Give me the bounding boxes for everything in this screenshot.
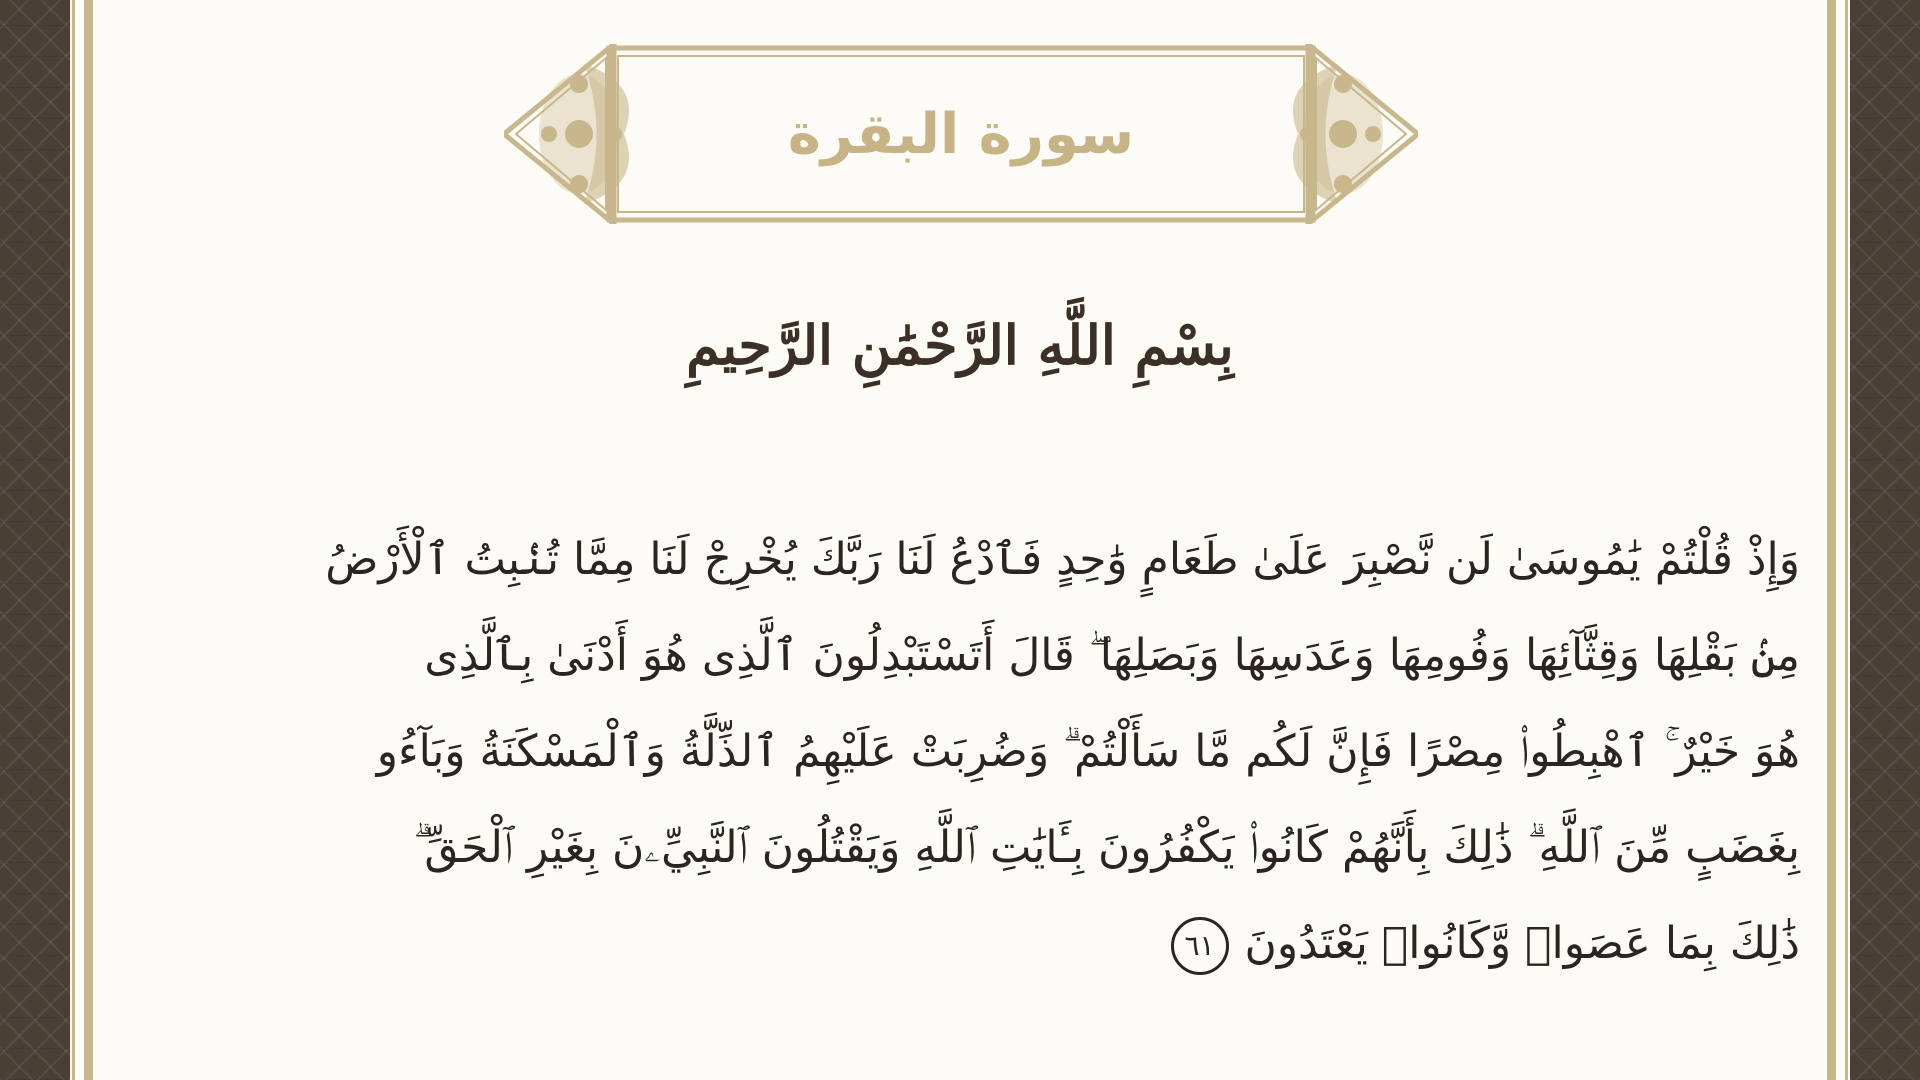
verse-line-5-text: ذَٰلِكَ بِمَا عَصَوا۟ وَّكَانُوا۟ يَعْتَدُونَ [1244,918,1800,969]
left-gold-rule [84,0,93,1080]
basmala-calligraphy: بِسْمِ اللَّهِ الرَّحْمَٰنِ الرَّحِيمِ [686,313,1234,377]
verse-line-2: مِنۢ بَقْلِهَا وَقِثَّآئِهَا وَفُومِهَا وَعَدَسِهَا وَبَصَلِهَا ۖ قَالَ أَتَسْتَبْدِلُونَ ٱلَّذِى هُوَ أَدْنَىٰ بِٱلَّذِى [424,630,1800,681]
ayah-number-marker: ٦١ [1171,917,1229,975]
surah-title: سورة البقرة [787,101,1135,167]
right-ornamental-border [1850,0,1920,1080]
verse-line-3: هُوَ خَيْرٌ ۚ ٱهْبِطُوا۟ مِصْرًا فَإِنَّ لَكُم مَّا سَأَلْتُمْ ۗ وَضُرِبَتْ عَلَيْهِمُ ٱلذِّلَّةُ وَٱلْمَسْكَنَةُ وَبَآءُو [376,726,1800,777]
verse-line-4: بِغَضَبٍ مِّنَ ٱللَّهِ ۗ ذَٰلِكَ بِأَنَّهُمْ كَانُوا۟ يَكْفُرُونَ بِـَٔايَٰتِ ٱللَّهِ وَيَقْتُلُونَ ٱلنَّبِيِّۦنَ بِغَيْرِ ٱلْحَقِّ ۗ [413,822,1800,873]
left-ornamental-border [0,0,70,1080]
right-gold-rule [1827,0,1836,1080]
verse-text [168,512,1800,992]
verse-line-5 [168,896,1800,992]
verse-line-1: وَإِذْ قُلْتُمْ يَٰمُوسَىٰ لَن نَّصْبِرَ عَلَىٰ طَعَامٍ وَٰحِدٍ فَٱدْعُ لَنَا رَبَّكَ يُخْرِجْ لَنَا مِمَّا تُنۢبِتُ ٱلْأَرْضُ [325,534,1800,585]
surah-title-frame [504,44,1418,224]
